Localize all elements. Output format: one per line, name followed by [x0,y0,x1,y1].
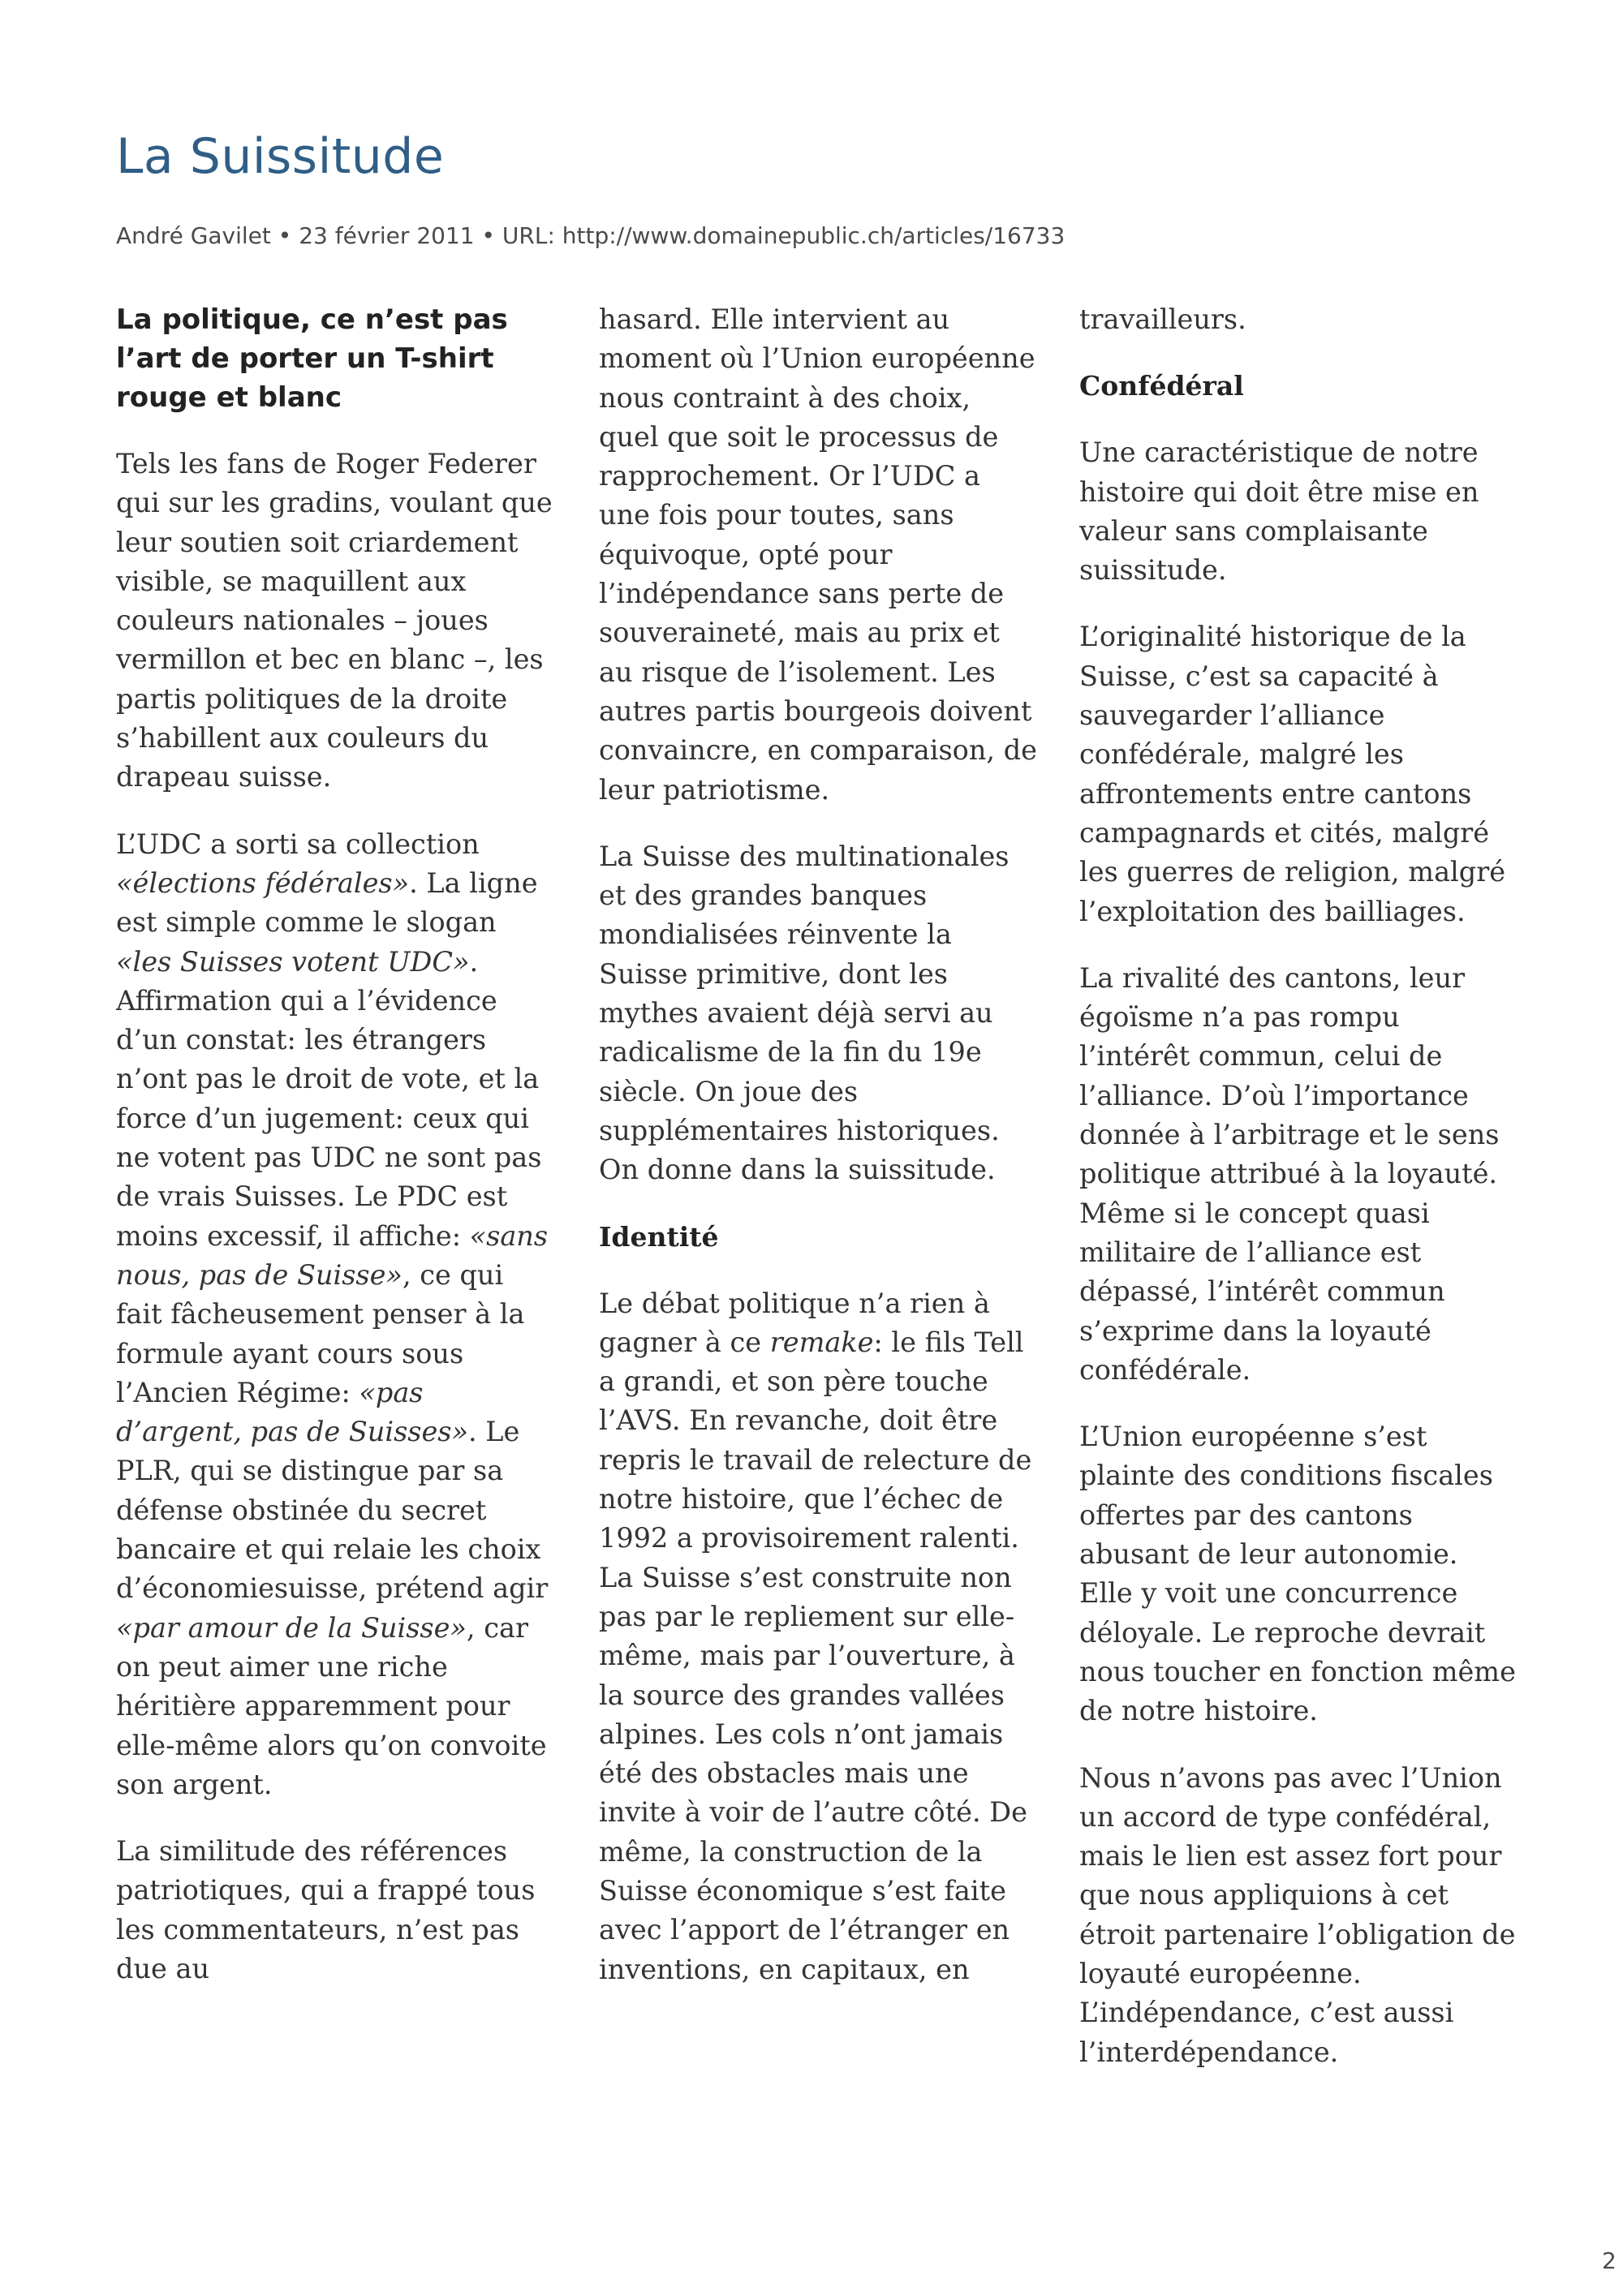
column-3 [1079,300,1518,2100]
section-heading-identite: Identité [599,1220,719,1253]
paragraph: L’Union européenne s’est plainte des conditions fiscales offertes par des cantons abusant de leur autonomie. Elle y voit une concurrence déloyale. Le reproche devrait nous toucher en fonction même de notre histoire. [1079,1421,1516,1727]
paragraph: Nous n’avons pas avec l’Union un accord de type confédéral, mais le lien est assez fort pour que nous appliquions à cet étroit partenaire l’obligation de loyauté européenne. L’indépendance, c’est aussi l’interdépendance. [1079,1761,1516,2068]
page-number: 2 [1602,2247,1617,2274]
paragraph: L’originalité historique de la Suisse, c’est sa capacité à sauvegarder l’alliance confédérale, malgré les affrontements entre cantons campagnards et cités, malgré les guerres de religion, malgré l’exploitation des bailliages. [1079,621,1506,927]
paragraph: Le débat politique n’a rien à gagner à ce remake: le fils Tell a grandi, et son père touche l’AVS. En revanche, doit être repris le travail de relecture de notre histoire, que l’échec de 1992 a provisoirement ralenti. La Suisse s’est construite non pas par le repliement sur elle-même, mais par l’ouverture, à la source des grandes vallées alpines. Les cols n’ont jamais été des obstacles mais une invite à voir de l’autre côté. De même, la construction de la Suisse économique s’est faite avec l’apport de l’étranger en inventions, en capitaux, en [599,1287,1032,1985]
paragraph: Une caractéristique de notre histoire qui doit être mise en valeur sans complaisante suissitude. [1079,436,1479,587]
paragraph: L’UDC a sorti sa collection «élections fédérales». La ligne est simple comme le slogan «les Suisses votent UDC». Affirmation qui a l’évidence d’un constat: les étrangers n’ont pas le droit de vote, et la force d’un jugement: ceux qui ne votent pas UDC ne sont pas de vrais Suisses. Le PDC est moins excessif, il affiche: «sans nous, pas de Suisse», ce qui fait fâcheusement penser à la formule ayant cours sous l’Ancien Régime: «pas d’argent, pas de Suisses». Le PLR, qui se distingue par sa défense obstinée du secret bancaire et qui relaie les choix d’économiesuisse, prétend agir «par amour de la Suisse», car on peut aimer une riche héritière apparemment pour elle-même alors qu’on convoite son argent. [116,828,549,1800]
article-meta: André Gavilet • 23 février 2011 • URL: http://www.domainepublic.ch/articles/16733 [116,222,1065,249]
paragraph: travailleurs. [1079,303,1246,335]
paragraph: Tels les fans de Roger Federer qui sur les gradins, voulant que leur soutien soit criardement visible, se maquillent aux couleurs nationales – joues vermillon et bec en blanc –, les partis politiques de la droite s’habillent aux couleurs du drapeau suisse. [116,448,553,793]
column-1 [116,300,554,2016]
column-2 [599,300,1037,2017]
section-heading-confederal: Confédéral [1079,370,1244,402]
article-title: La Suissitude [116,128,445,185]
paragraph: La Suisse des multinationales et des grandes banques mondialisées réinvente la Suisse primitive, dont les mythes avaient déjà servi au radicalisme de la fin du 19e siècle. On joue des supplémentaires historiques. On donne dans la suissitude. [599,840,1010,1186]
paragraph: hasard. Elle intervient au moment où l’Union européenne nous contraint à des choix, quel que soit le processus de rapprochement. Or l’UDC a une fois pour toutes, sans équivoque, opté pour l’indépendance sans perte de souveraineté, mais au prix et au risque de l’isolement. Les autres partis bourgeois doivent convaincre, en comparaison, de leur patriotisme. [599,303,1037,806]
paragraph: La rivalité des cantons, leur égoïsme n’a pas rompu l’intérêt commun, celui de l’alliance. D’où l’importance donnée à l’arbitrage et le sens politique attribué à la loyauté. Même si le concept quasi militaire de l’alliance est dépassé, l’intérêt commun s’exprime dans la loyauté confédérale. [1079,961,1500,1386]
paragraph: La similitude des références patriotiques, qui a frappé tous les commentateurs, n’est pas due au [116,1835,536,1984]
article-subtitle: La politique, ce n’est pas l’art de porter un T-shirt rouge et blanc [116,303,508,414]
